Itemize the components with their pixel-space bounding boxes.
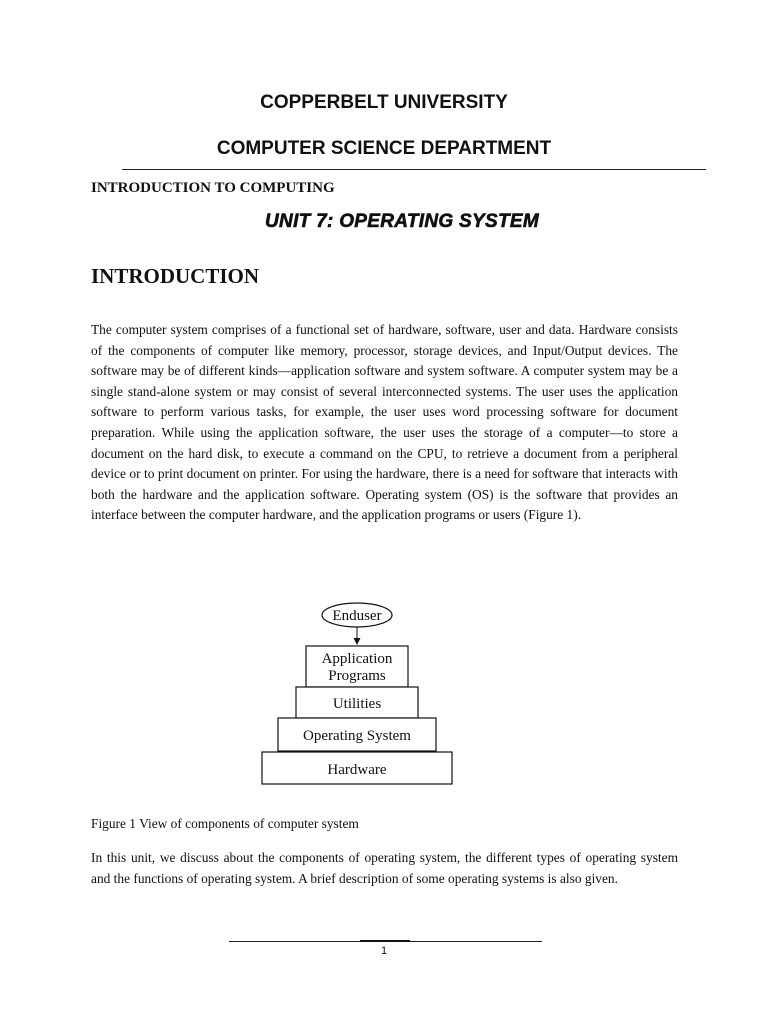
hardware-label: Hardware: [327, 762, 387, 778]
footer-divider-accent: [360, 940, 410, 942]
hardware-layer: [262, 752, 452, 784]
utilities-label: Utilities: [332, 696, 382, 712]
operating-system-layer: [278, 718, 436, 751]
intro-paragraph: The computer system comprises of a functional set of hardware, software, user and data. Hardware consists of the components of computer like memory, processor, storage devices, and Input/Output devices. The software may be of different kinds—application software and system software. A computer system may be a single stand-alone system or may consist of several interconnected systems. The user uses the application software to perform various tasks, for example, the user uses word processing software for document preparation. While using the application software, the user uses the storage of a computer—to store a document on the hard disk, to execute a command on the CPU, to retrieve a document from a peripheral device or to print document on printer. For using the hardware, there is a need for software that interacts with both the hardware and the application software. Operating system (OS) is the software that provides an interface between the computer hardware, and the application programs or users (Figure 1).: [91, 322, 678, 523]
unit-title: UNIT 7: OPERATING SYSTEM: [265, 211, 539, 232]
operating-system-label: Operating System: [303, 728, 411, 744]
utilities-layer: [296, 687, 418, 718]
section-heading: INTRODUCTION: [91, 264, 260, 288]
university-title: COPPERBELT UNIVERSITY: [260, 92, 508, 113]
arrow-head: [354, 638, 361, 645]
header-divider: [122, 169, 706, 170]
page-number: 1: [380, 945, 388, 957]
application-label-line2: Programs: [328, 668, 386, 684]
application-layer: [306, 646, 408, 687]
application-label-line1: Application: [321, 651, 393, 667]
unit-overview-paragraph: In this unit, we discuss about the components of operating system, the different types of operating system and the functions of operating system. A brief description of some operating systems is also given.: [91, 850, 678, 886]
course-title: INTRODUCTION TO COMPUTING: [91, 180, 335, 196]
department-title: COMPUTER SCIENCE DEPARTMENT: [216, 138, 552, 159]
enduser-node: [322, 603, 392, 627]
figure-caption: Figure 1 View of components of computer system: [91, 816, 359, 831]
enduser-label: Enduser: [332, 608, 382, 624]
components-diagram: [258, 598, 458, 788]
